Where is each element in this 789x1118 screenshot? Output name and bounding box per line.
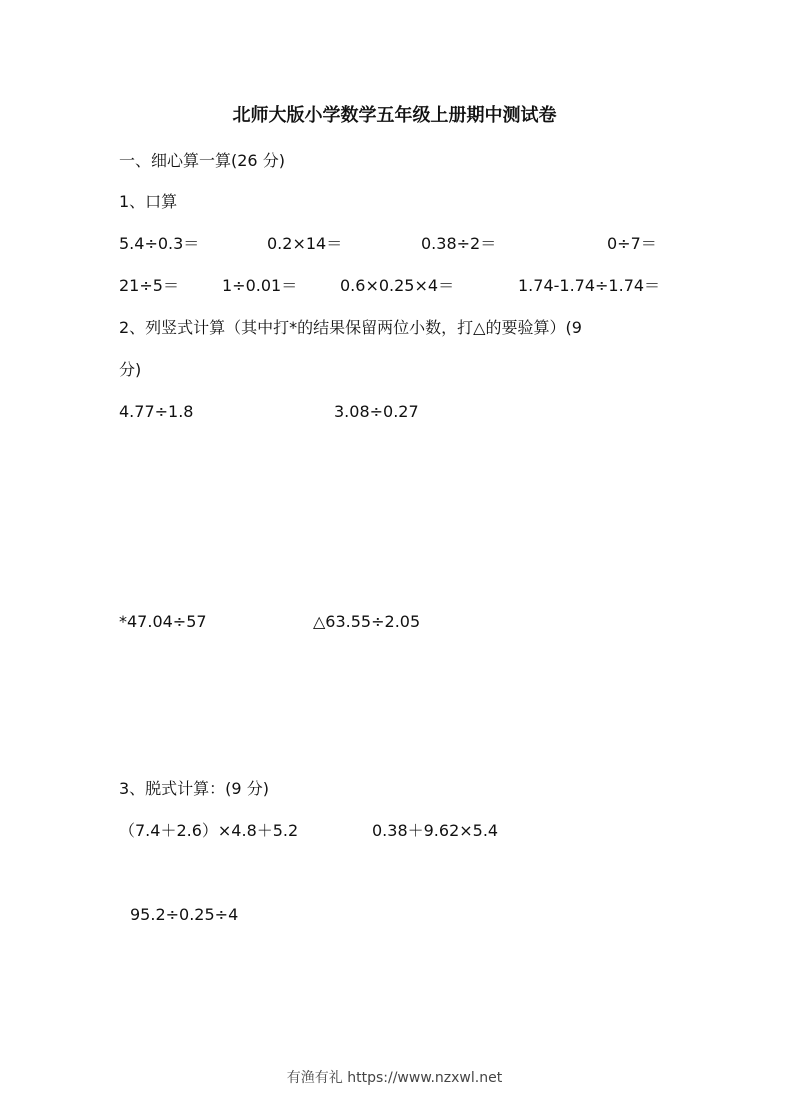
oral-calc-7: 0.6×0.25×4＝ (340, 276, 455, 295)
page-title: 北师大版小学数学五年级上册期中测试卷 (232, 105, 557, 126)
vertical-calc-3: *47.04÷57 (119, 612, 207, 631)
vertical-calc-2: 3.08÷0.27 (334, 402, 419, 421)
question-2-label-cont: 分) (119, 360, 142, 379)
oral-calc-4: 0÷7＝ (607, 234, 657, 253)
footer-watermark: 有渔有礼 https://www.nzxwl.net (286, 1070, 503, 1086)
step-calc-1: （7.4＋2.6）×4.8＋5.2 (119, 821, 299, 840)
oral-calc-2: 0.2×14＝ (267, 234, 343, 253)
oral-calc-8: 1.74-1.74÷1.74＝ (518, 276, 661, 295)
vertical-calc-4: △63.55÷2.05 (313, 612, 421, 631)
step-calc-3: 95.2÷0.25÷4 (130, 905, 239, 924)
question-2-label: 2、列竖式计算（其中打*的结果保留两位小数，打△的要验算）(9 (119, 318, 582, 337)
oral-calc-6: 1÷0.01＝ (222, 276, 298, 295)
oral-calc-3: 0.38÷2＝ (421, 234, 497, 253)
oral-calc-1: 5.4÷0.3＝ (119, 234, 200, 253)
section-heading: 一、细心算一算(26 分) (119, 151, 285, 170)
question-3-label: 3、脱式计算：(9 分) (119, 779, 269, 798)
oral-calc-5: 21÷5＝ (119, 276, 179, 295)
question-1-label: 1、口算 (119, 192, 178, 211)
vertical-calc-1: 4.77÷1.8 (119, 402, 194, 421)
step-calc-2: 0.38＋9.62×5.4 (372, 821, 499, 840)
